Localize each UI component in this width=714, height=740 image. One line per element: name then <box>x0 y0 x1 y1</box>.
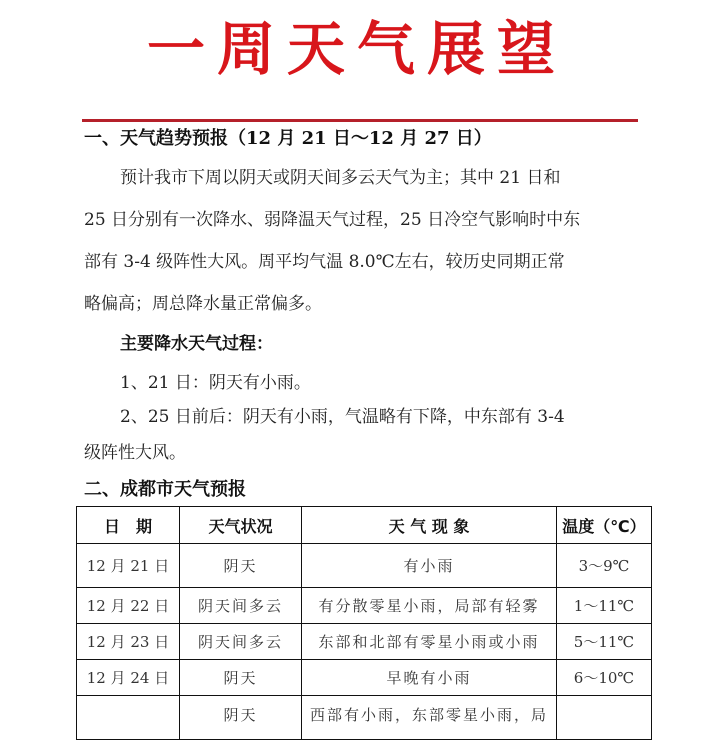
section-heading-city-forecast: 二、成都市天气预报 <box>84 479 246 500</box>
cell-date: 12 月 21 日 <box>77 544 180 588</box>
cell-temperature: 1～11℃ <box>557 588 652 624</box>
section-heading-trend: 一、天气趋势预报（12 月 21 日～12 月 27 日） <box>84 128 492 149</box>
table-row <box>77 624 652 660</box>
cell-phenomenon: 早晚有小雨 <box>302 660 557 696</box>
cell-temperature <box>557 696 652 740</box>
header-date: 日 期 <box>77 507 180 544</box>
cell-phenomenon: 东部和北部有零星小雨或小雨 <box>302 624 557 660</box>
table-row <box>77 660 652 696</box>
cell-temperature: 5～11℃ <box>557 624 652 660</box>
precipitation-item-2: 2、25 日前后：阴天有小雨，气温略有下降，中东部有 3-4 <box>120 407 565 427</box>
page-title: 一周天气展望 <box>146 15 567 83</box>
table-row <box>77 588 652 624</box>
paragraph-line: 25 日分别有一次降水、弱降温天气过程，25 日冷空气影响时中东 <box>84 210 581 230</box>
cell-phenomenon: 有小雨 <box>302 544 557 588</box>
cell-date <box>77 696 180 740</box>
cell-condition: 阴天间多云 <box>180 588 302 624</box>
cell-phenomenon: 西部有小雨，东部零星小雨，局 <box>302 696 557 740</box>
paragraph-line: 预计我市下周以阴天或阴天间多云天气为主；其中 21 日和 <box>120 168 561 188</box>
precipitation-item-2-cont: 级阵性大风。 <box>84 443 186 463</box>
paragraph-line: 部有 3-4 级阵性大风。周平均气温 8.0℃左右，较历史同期正常 <box>84 252 565 272</box>
header-temperature: 温度（℃） <box>557 507 652 544</box>
forecast-table <box>76 506 652 740</box>
cell-condition: 阴天 <box>180 696 302 740</box>
table-header-row <box>77 507 652 544</box>
title-divider <box>82 119 638 122</box>
header-condition: 天气状况 <box>180 507 302 544</box>
cell-phenomenon: 有分散零星小雨，局部有轻雾 <box>302 588 557 624</box>
header-phenomenon: 天 气 现 象 <box>302 507 557 544</box>
table-row <box>77 544 652 588</box>
cell-temperature: 6～10℃ <box>557 660 652 696</box>
precipitation-item-1: 1、21 日：阴天有小雨。 <box>120 373 311 393</box>
cell-condition: 阴天 <box>180 660 302 696</box>
cell-condition: 阴天间多云 <box>180 624 302 660</box>
cell-date: 12 月 23 日 <box>77 624 180 660</box>
cell-condition: 阴天 <box>180 544 302 588</box>
cell-temperature: 3～9℃ <box>557 544 652 588</box>
table-row <box>77 696 652 740</box>
precipitation-subheading: 主要降水天气过程： <box>120 334 273 354</box>
cell-date: 12 月 22 日 <box>77 588 180 624</box>
cell-date: 12 月 24 日 <box>77 660 180 696</box>
trend-paragraph <box>84 157 644 325</box>
paragraph-line: 略偏高；周总降水量正常偏多。 <box>84 294 322 314</box>
